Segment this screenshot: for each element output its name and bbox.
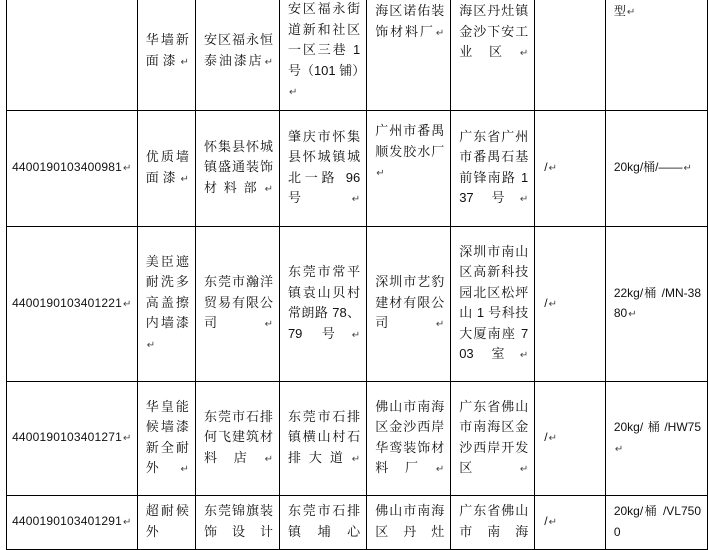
- maker-name: 佛山市南海区金沙西岸华鸾装饰材料厂↵: [367, 382, 451, 496]
- product-code: 4400190103401221↵: [7, 227, 138, 382]
- table-row: [7, 382, 708, 496]
- maker-address: 广东省广州市番禺石基前锋南路 137 号↵: [451, 111, 535, 227]
- product-name: 华墙新面漆↵: [137, 0, 195, 111]
- seller-name: 怀集县怀城镇盛通装饰材料部↵: [195, 111, 279, 227]
- maker-address: 深圳市南山区高新科技园北区松坪山 1 号科技大厦南座 703 室↵: [451, 227, 535, 382]
- product-code: 4400190103401291↵: [7, 496, 138, 550]
- production-date: [535, 0, 606, 111]
- spec-model: 22kg/桶 /MN-3880↵: [605, 227, 707, 382]
- maker-name: 深圳市艺豹建材有限公司↵: [367, 227, 451, 382]
- maker-address: 海区丹灶镇金沙下安工业区↵: [451, 0, 535, 111]
- seller-name: 东莞市石排何飞建筑材料店↵: [195, 382, 279, 496]
- spec-model: 20kg/桶/——↵: [605, 111, 707, 227]
- seller-name: 安区福永恒泰油漆店↵: [195, 0, 279, 111]
- product-code: 4400190103401271↵: [7, 382, 138, 496]
- seller-address: 肇庆市怀集县怀城镇城北一路 96 号↵: [279, 111, 366, 227]
- seller-name: 东莞锦旗装饰设计: [195, 496, 279, 550]
- production-date: /↵: [535, 496, 606, 550]
- production-date: /↵: [535, 227, 606, 382]
- table-row: [7, 111, 708, 227]
- production-date: /↵: [535, 382, 606, 496]
- maker-address: 广东省佛山市南海区金沙西岸开发区↵: [451, 382, 535, 496]
- seller-address: 安区福永街道新和社区一区三巷 1 号（101 铺）↵: [279, 0, 366, 111]
- product-name: 美臣遮耐洗多高盖擦内墙漆↵: [137, 227, 195, 382]
- maker-name: 广州市番禺顺发胶水厂↵: [367, 111, 451, 227]
- table-row: [7, 496, 708, 550]
- table-row: [7, 0, 708, 111]
- product-code: [7, 0, 138, 111]
- production-date: /↵: [535, 111, 606, 227]
- spec-model: 20kg/桶 /VL7500: [605, 496, 707, 550]
- seller-address: 东莞市石排镇横山村石排大道↵: [279, 382, 366, 496]
- product-name: 超耐候外: [137, 496, 195, 550]
- product-name: 华皇能候墙漆新全耐外↵: [137, 382, 195, 496]
- maker-name: 海区诺佑装饰材料厂↵: [367, 0, 451, 111]
- seller-name: 东莞市瀚洋贸易有限公司↵: [195, 227, 279, 382]
- spec-model: 20kg/桶/HW75↵: [605, 382, 707, 496]
- spec-model: 型↵: [605, 0, 707, 111]
- product-table: [6, 0, 708, 550]
- seller-address: 东莞市常平镇袁山贝村常朗路 78、79 号↵: [279, 227, 366, 382]
- seller-address: 东莞市石排镇埔心: [279, 496, 366, 550]
- product-name: 优质墙面漆↵: [137, 111, 195, 227]
- product-code: 4400190103400981↵: [7, 111, 138, 227]
- table-row: [7, 227, 708, 382]
- maker-name: 佛山市南海区丹灶: [367, 496, 451, 550]
- maker-address: 广东省佛山市南海: [451, 496, 535, 550]
